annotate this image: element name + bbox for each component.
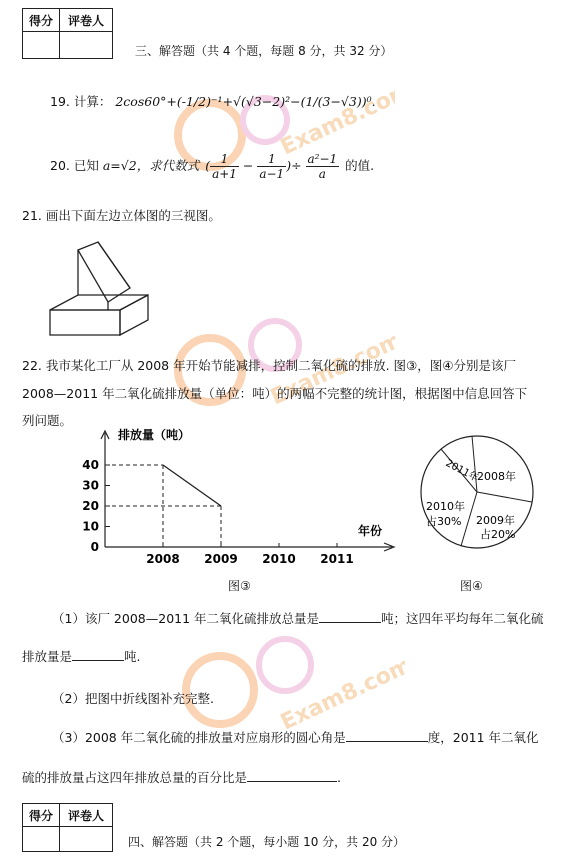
line-chart <box>70 425 400 575</box>
x-tick-label: 2010 <box>262 552 296 566</box>
sub3-text-b: 度，2011 年二氧化 <box>427 730 539 745</box>
solid-figure <box>48 240 158 350</box>
sub3-text-d: . <box>337 770 341 785</box>
q20-expression: ( $\frac{1}{a+1}$ − $\frac{1}{a-1}$ )÷ $\frac{\text{a²−1}}{a}$ <box>205 152 338 181</box>
y-tick-label: 20 <box>82 499 99 513</box>
sub3-text-c: 硫的排放量占这四年排放总量的百分比是 <box>22 770 248 785</box>
q20-label: 20. 已知 <box>50 158 99 173</box>
question-21: 21. 画出下面左边立体图的三视图。 <box>22 208 221 223</box>
section4-title: 四、解答题（共 2 个题，每小题 10 分，共 20 分） <box>128 835 406 849</box>
sub-question-3-cont <box>22 768 341 786</box>
q20-tail: 的值. <box>345 158 375 173</box>
sub-question-3 <box>52 728 539 746</box>
grader-cell[interactable] <box>60 32 113 59</box>
score-table-top <box>22 8 113 59</box>
answer-blank-average[interactable] <box>72 648 124 661</box>
pie-label-2008: 2008年 <box>477 470 516 483</box>
sub1-text-d: 吨. <box>124 649 141 664</box>
grader-label: 评卷人 <box>60 9 113 32</box>
watermark-text-2: Exam8.com <box>266 327 395 411</box>
x-tick-label: 2008 <box>146 552 180 566</box>
question-19 <box>50 92 376 110</box>
pie-divider-3 <box>477 492 532 502</box>
y-tick-label: 10 <box>82 519 99 534</box>
section3-title: 三、解答题（共 4 个题，每题 8 分，共 32 分） <box>135 44 393 58</box>
y-tick-label: 30 <box>82 478 99 493</box>
series-line <box>163 465 221 506</box>
answer-blank-angle[interactable] <box>346 729 428 742</box>
figure4-caption: 图④ <box>460 579 483 593</box>
q19-label: 19. 计算： <box>50 94 112 109</box>
y-tick-label: 40 <box>82 458 99 472</box>
sub-question-2: （2）把图中折线图补充完整. <box>52 691 214 706</box>
pie-label-2009: 2009年 <box>476 514 515 527</box>
pie-chart <box>410 425 545 560</box>
grader-label-bottom: 评卷人 <box>60 804 113 827</box>
chart-ylabel: 排放量（吨） <box>118 428 191 442</box>
pie-pct-2010: 占30% <box>426 515 462 528</box>
pie-label-2010: 2010年 <box>426 500 465 513</box>
q19-expression: 2cos60°+(-1/2)⁻¹+√(√3−2)²−(1/(3−√3))⁰. <box>115 94 376 109</box>
sub-question-1 <box>52 609 544 627</box>
score-label-bottom: 得分 <box>23 804 60 827</box>
sub1-text-b: 吨；这四年平均每年二氧化硫 <box>381 611 544 626</box>
x-tick-label: 2009 <box>204 552 238 566</box>
q22-line3: 列问题。 <box>22 413 73 428</box>
q22-line2: 2008—2011 年二氧化硫排放量（单位：吨）的两幅不完整的统计图，根据图中信息回答下 <box>22 386 528 401</box>
pie-label-2011: 2011年 <box>443 457 481 485</box>
sub3-text-a: （3）2008 年二氧化硫的排放量对应扇形的圆心角是 <box>52 730 346 745</box>
score-cell-bottom[interactable] <box>23 827 60 852</box>
answer-blank-total[interactable] <box>319 610 381 623</box>
score-cell[interactable] <box>23 32 60 59</box>
grader-cell-bottom[interactable] <box>60 827 113 852</box>
question-20 <box>50 152 374 181</box>
y-tick-label: 0 <box>90 540 99 554</box>
q20-condition: a=√2，求代数式 <box>102 158 200 173</box>
watermark-text-3: Exam8.com <box>276 652 405 736</box>
q22-line1: 22. 我市某化工厂从 2008 年开始节能减排，控制二氧化硫的排放. 图③，图④分别是该厂 <box>22 358 516 373</box>
answer-blank-percent[interactable] <box>247 769 337 782</box>
figure3-caption: 图③ <box>228 579 251 593</box>
x-tick-label: 2011 <box>320 552 354 566</box>
sub-question-1-cont <box>22 647 141 665</box>
pie-pct-2009: 占20% <box>480 528 516 541</box>
watermark-text-1: Exam8.com <box>276 80 395 161</box>
score-label: 得分 <box>23 9 60 32</box>
score-table-bottom <box>22 803 113 852</box>
sub1-text-a: （1）该厂 2008—2011 年二氧化硫排放总量是 <box>52 611 320 626</box>
chart-xlabel: 年份 <box>358 524 383 538</box>
sub1-text-c: 排放量是 <box>22 649 73 664</box>
